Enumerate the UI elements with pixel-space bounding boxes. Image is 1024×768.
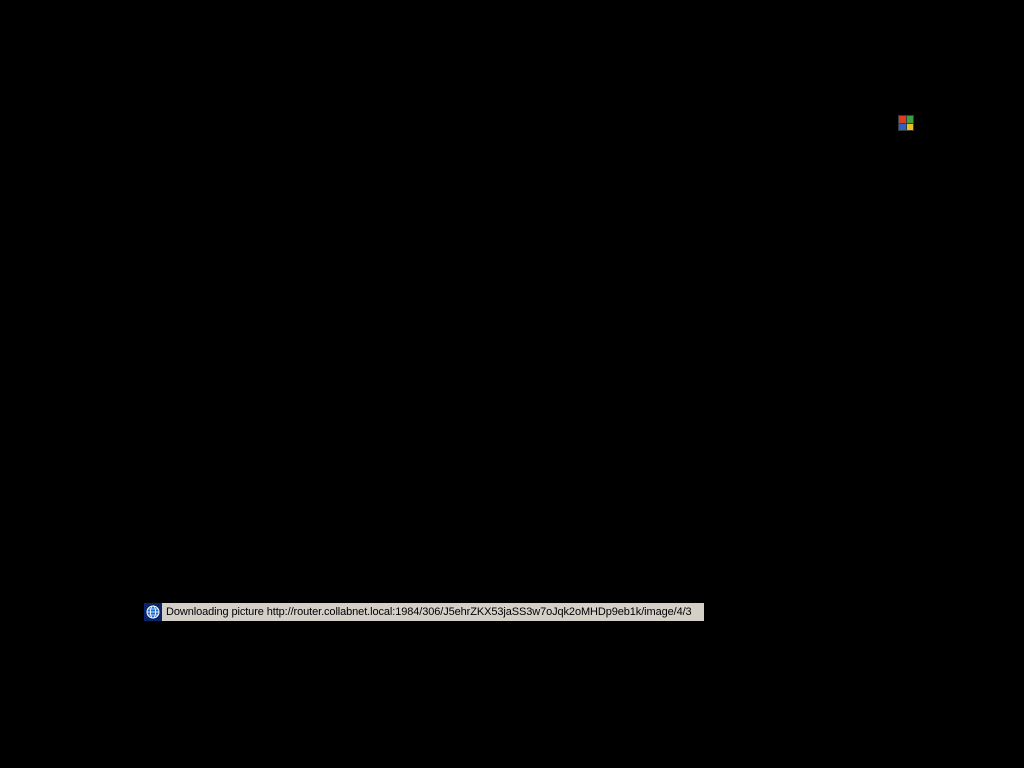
globe-icon	[144, 603, 162, 621]
windows-logo-icon[interactable]	[898, 115, 914, 131]
windows-logo-quadrant-top-left	[899, 116, 906, 123]
windows-logo-quadrant-top-right	[907, 116, 914, 123]
windows-logo-quadrant-bottom-left	[899, 124, 906, 131]
windows-logo-quadrant-bottom-right	[907, 124, 914, 131]
download-status-bar	[143, 602, 705, 622]
download-status-text: Downloading picture http://router.collabnet.local:1984/306/J5ehrZKX53jaSS3w7oJqk2oMHDp9eb1k/image/4/3	[166, 606, 692, 618]
